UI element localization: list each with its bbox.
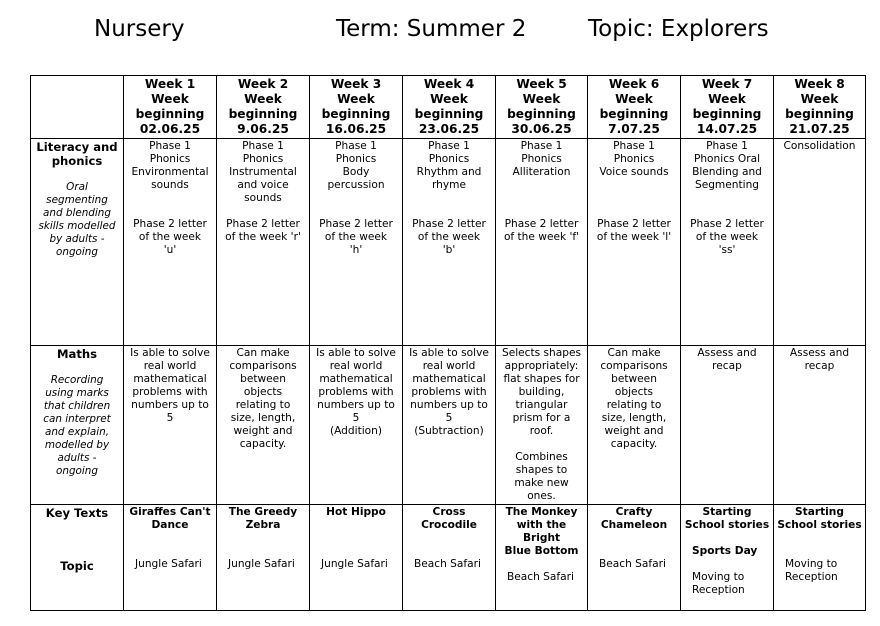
maths-cell: Assess and recap <box>681 346 774 505</box>
maths-cell: Assess and recap <box>774 346 866 505</box>
sports-day-label: Sports Day <box>692 545 758 557</box>
week-header: Week 6 Week beginning 7.07.25 <box>588 76 681 139</box>
planning-table <box>30 75 866 611</box>
key-text-cell: Cross Crocodile Beach Safari <box>403 505 496 611</box>
key-text-cell: Giraffes Can't Dance Jungle Safari <box>124 505 217 611</box>
key-text-cell: Crafty Chameleon Beach Safari <box>588 505 681 611</box>
maths-row-header: Maths Recording using marks that children can interpret and explain, modelled by adults - ongoing <box>31 346 124 505</box>
maths-cell: Selects shapes appropriately: flat shapes for building, triangular prism for a roof. Combines shapes to make new ones. <box>496 346 588 505</box>
literacy-cell: Phase 1 Phonics Voice sounds Phase 2 letter of the week 'l' <box>588 139 681 346</box>
literacy-cell: Phase 1 Phonics Body percussion Phase 2 letter of the week 'h' <box>310 139 403 346</box>
maths-cell: Can make comparisons between objects relating to size, length, weight and capacity. <box>588 346 681 505</box>
key-text-cell: The Greedy Zebra Jungle Safari <box>217 505 310 611</box>
week-header: Week 4 Week beginning 23.06.25 <box>403 76 496 139</box>
literacy-cell: Phase 1 Phonics Instrumental and voice sounds Phase 2 letter of the week 'r' <box>217 139 310 346</box>
key-texts-row <box>31 505 866 611</box>
literacy-cell: Phase 1 Phonics Alliteration Phase 2 letter of the week 'f' <box>496 139 588 346</box>
literacy-cell: Phase 1 Phonics Environmental sounds Phase 2 letter of the week 'u' <box>124 139 217 346</box>
maths-cell: Is able to solve real world mathematical problems with numbers up to 5 (Addition) <box>310 346 403 505</box>
corner-cell <box>31 76 124 139</box>
week-header-row <box>31 76 866 139</box>
week-header: Week 3 Week beginning 16.06.25 <box>310 76 403 139</box>
key-text-cell: Hot Hippo Jungle Safari <box>310 505 403 611</box>
literacy-cell: Phase 1 Phonics Oral Blending and Segmenting Phase 2 letter of the week 'ss' <box>681 139 774 346</box>
maths-row <box>31 346 866 505</box>
key-texts-row-header: Key Texts Topic <box>31 505 124 611</box>
week-header: Week 7 Week beginning 14.07.25 <box>681 76 774 139</box>
key-text-cell: Starting School stories Sports Day Moving to Reception <box>681 505 774 611</box>
literacy-row-header: Literacy and phonics Oral segmenting and blending skills modelled by adults - ongoing <box>31 139 124 346</box>
topic-row-label: Topic <box>60 559 94 573</box>
key-text-cell: The Monkey with the Bright Blue Bottom Beach Safari <box>496 505 588 611</box>
maths-cell: Can make comparisons between objects relating to size, length, weight and capacity. <box>217 346 310 505</box>
literacy-cell: Consolidation <box>774 139 866 346</box>
week-header: Week 1 Week beginning 02.06.25 <box>124 76 217 139</box>
maths-cell: Is able to solve real world mathematical problems with numbers up to 5 (Subtraction) <box>403 346 496 505</box>
literacy-row <box>31 139 866 346</box>
key-text-cell: Starting School stories Moving to Reception <box>774 505 866 611</box>
week-header: Week 5 Week beginning 30.06.25 <box>496 76 588 139</box>
week-header: Week 2 Week beginning 9.06.25 <box>217 76 310 139</box>
term-title: Term: Summer 2 <box>336 16 527 42</box>
literacy-cell: Phase 1 Phonics Rhythm and rhyme Phase 2 letter of the week 'b' <box>403 139 496 346</box>
topic-title: Topic: Explorers <box>588 16 769 42</box>
week-header: Week 8 Week beginning 21.07.25 <box>774 76 866 139</box>
page-title-nursery: Nursery <box>94 16 185 42</box>
maths-cell: Is able to solve real world mathematical problems with numbers up to 5 <box>124 346 217 505</box>
